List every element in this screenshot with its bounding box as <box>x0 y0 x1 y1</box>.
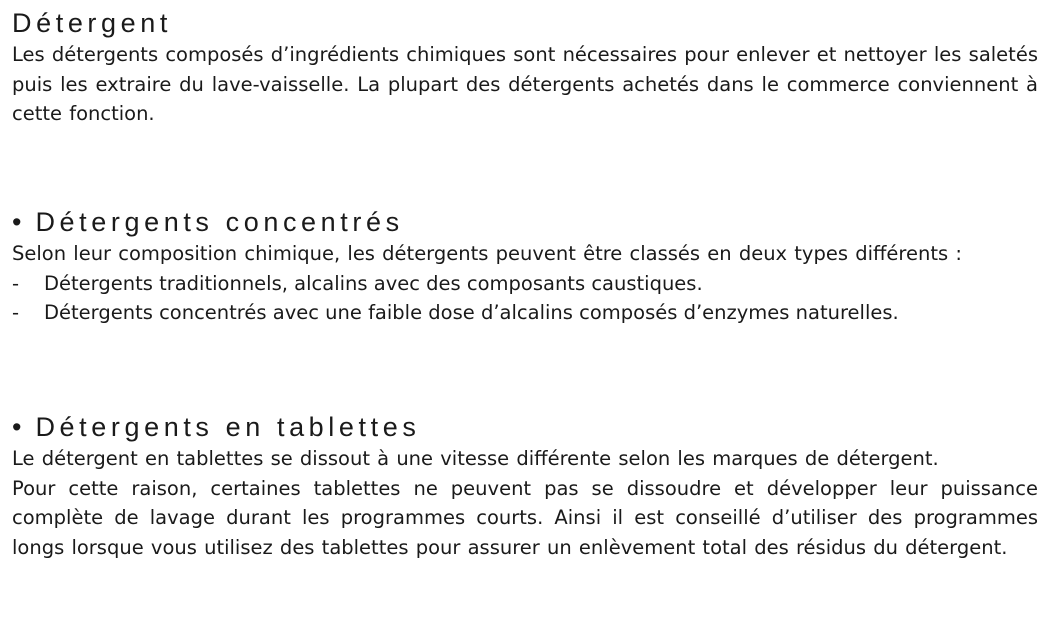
list-item <box>12 269 1038 299</box>
bullet-marker: • <box>12 412 22 442</box>
section-paragraph: Le détergent en tablettes se dissout à une vitesse différente selon les marques de détergent. <box>12 447 939 470</box>
section-paragraph: Les détergents composés d’ingrédients chimiques sont nécessaires pour enlever et nettoyer les saletés puis les extraire du lave-vaisselle. La plupart des détergents achetés dans le commerce conviennent à cette fonction. <box>12 43 1038 125</box>
section-paragraph: Pour cette raison, certaines tablettes ne peuvent pas se dissoudre et développer leur puissance complète de lavage durant les programmes courts. Ainsi il est conseillé d’utiliser des programmes longs lorsque vous utilisez des tablettes pour assurer un enlèvement total des résidus du détergent. <box>12 476 1038 559</box>
section-detergents-concentres <box>12 205 1038 328</box>
detergent-types-list <box>12 269 1038 328</box>
section-heading-text: Détergents en tablettes <box>35 412 421 442</box>
list-item-text: Détergents concentrés avec une faible dose d’alcalins composés d’enzymes naturelles. <box>44 301 899 324</box>
section-paragraph: Selon leur composition chimique, les détergents peuvent être classés en deux types différents : <box>12 242 962 265</box>
list-marker: - <box>12 301 20 324</box>
section-heading <box>12 205 1038 239</box>
section-heading: Détergent <box>12 8 172 38</box>
list-marker: - <box>12 271 20 295</box>
section-detergent <box>12 6 1038 129</box>
section-heading <box>12 410 1038 444</box>
list-item <box>12 298 1038 328</box>
section-heading-text: Détergents concentrés <box>35 207 404 237</box>
section-detergents-tablettes <box>12 410 1038 562</box>
bullet-marker: • <box>12 207 22 237</box>
list-item-text: Détergents traditionnels, alcalins avec des composants caustiques. <box>44 271 703 295</box>
